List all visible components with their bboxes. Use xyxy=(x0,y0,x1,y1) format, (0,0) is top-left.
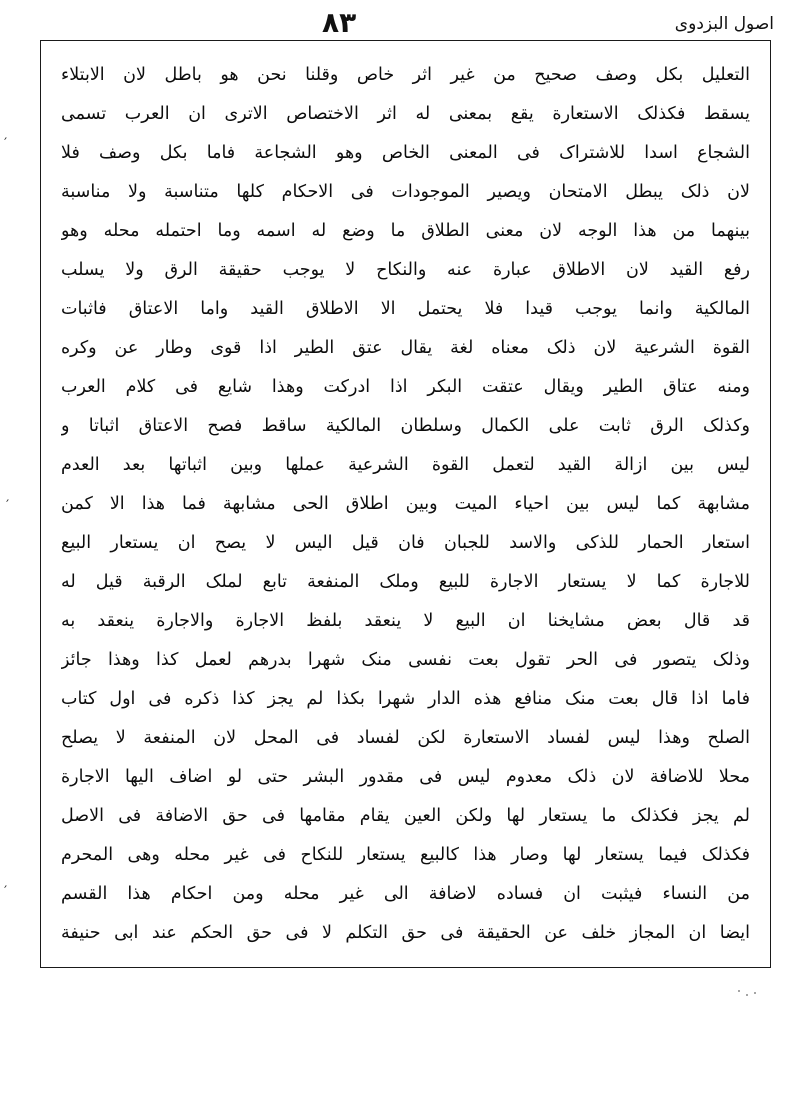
text-line: القوة الشرعیة لان ذلک معناه لغة یقال عتق الطیر اذا قوی وطار عن وکره xyxy=(61,338,750,358)
page-number: ۸۳ xyxy=(322,6,357,39)
text-line: لیس بین ازالة القید لتعمل القوة الشرعیة عملها وبین اثباتها بعد العدم xyxy=(61,455,750,475)
text-line: ومنه عتاق الطیر ویقال عتقت البکر اذا ادرکت وهذا شایع فی کلام العرب xyxy=(61,377,750,397)
text-line: فاما اذا قال بعت منک منافع هذه الدار شهرا بکذا لم یجز کذا ذکره فی اول کتاب xyxy=(61,689,750,709)
scan-mark: ′ xyxy=(4,884,8,900)
scan-mark: ′ xyxy=(6,498,10,514)
text-line: المالکیة وانما یوجب قیدا فلا یحتمل الا الاطلاق القید واما الاعتاق فاثبات xyxy=(61,299,750,319)
text-line: قد قال بعض مشایخنا ان البیع لا ینعقد بلفظ الاجارة والاجارة ینعقد به xyxy=(61,611,750,631)
text-line: وذلک یتصور فی الحر تقول بعت نفسی منک شهرا بدرهم لعمل کذا وهذا جائز xyxy=(61,650,750,670)
scan-speckle xyxy=(738,990,740,992)
text-line: بینهما من هذا الوجه لان معنی الطلاق ما وضع له اسمه وما احتمله محله وهو xyxy=(61,221,750,241)
text-line: التعلیل بکل وصف صحیح من غیر اثر خاص وقلنا نحن هو باطل لان الابتلاء xyxy=(61,65,750,85)
text-line: الصلح وهذا لیس لفساد الاستعارة لکن لفساد فی المحل لان المنفعة لا یصلح xyxy=(61,728,750,748)
text-line: مشابهة کما لیس بین احیاء المیت وبین اطلاق الحی مشابهة فما هذا الا کمن xyxy=(61,494,750,514)
text-line: ایضا ان المجاز خلف عن الحقیقة فی حق التکلم لا فی حق الحکم عند ابی حنیفة xyxy=(61,923,750,943)
text-line: الشجاع اسدا للاشتراک فی المعنی الخاص وهو الشجاعة فاما بکل وصف فلا xyxy=(61,143,750,163)
text-line: استعار الحمار للذکی والاسد للجبان فان قیل الیس لا یصح ان یستعار البیع xyxy=(61,533,750,553)
text-line: من النساء فیثبت ان فساده لاضافة الی غیر محله ومن احکام هذا القسم xyxy=(61,884,750,904)
text-line: لم یجز فکذلک ما یستعار لها ولکن العین یقام مقامها فی حق الاضافة فی الاصل xyxy=(61,806,750,826)
scan-mark: ′ xyxy=(4,136,8,152)
page-header xyxy=(40,8,774,40)
text-frame xyxy=(40,40,771,968)
text-line: وکذلک الرق ثابت علی الکمال وسلطان المالکیة ساقط فصح الاعتاق اثباتا و xyxy=(61,416,750,436)
text-line: رفع القید لان الاطلاق عبارة عنه والنکاح لا یوجب حقیقة الرق ولا یسلب xyxy=(61,260,750,280)
running-title: اصول البزدوی xyxy=(674,14,774,34)
scan-speckle xyxy=(746,994,748,996)
text-line: للاجارة کما لا یستعار الاجارة للبیع وملک المنفعة تابع لملک الرقبة قیل له xyxy=(61,572,750,592)
text-line: محلا للاضافة لان ذلک معدوم لیس فی مقدور البشر حتی لو اضاف الیها الاجارة xyxy=(61,767,750,787)
text-line: فکذلک فیما یستعار لها وصار هذا کالبیع یستعار للنکاح فی غیر محله وهی المحرم xyxy=(61,845,750,865)
text-line: یسقط فکذلک الاستعارة یقع بمعنی له اثر الاختصاص الاتری ان العرب تسمی xyxy=(61,104,750,124)
scan-speckle xyxy=(754,992,756,994)
text-line: لان ذلک یبطل الامتحان ویصیر الموجودات فی الاحکام کلها متناسبة ولا مناسبة xyxy=(61,182,750,202)
